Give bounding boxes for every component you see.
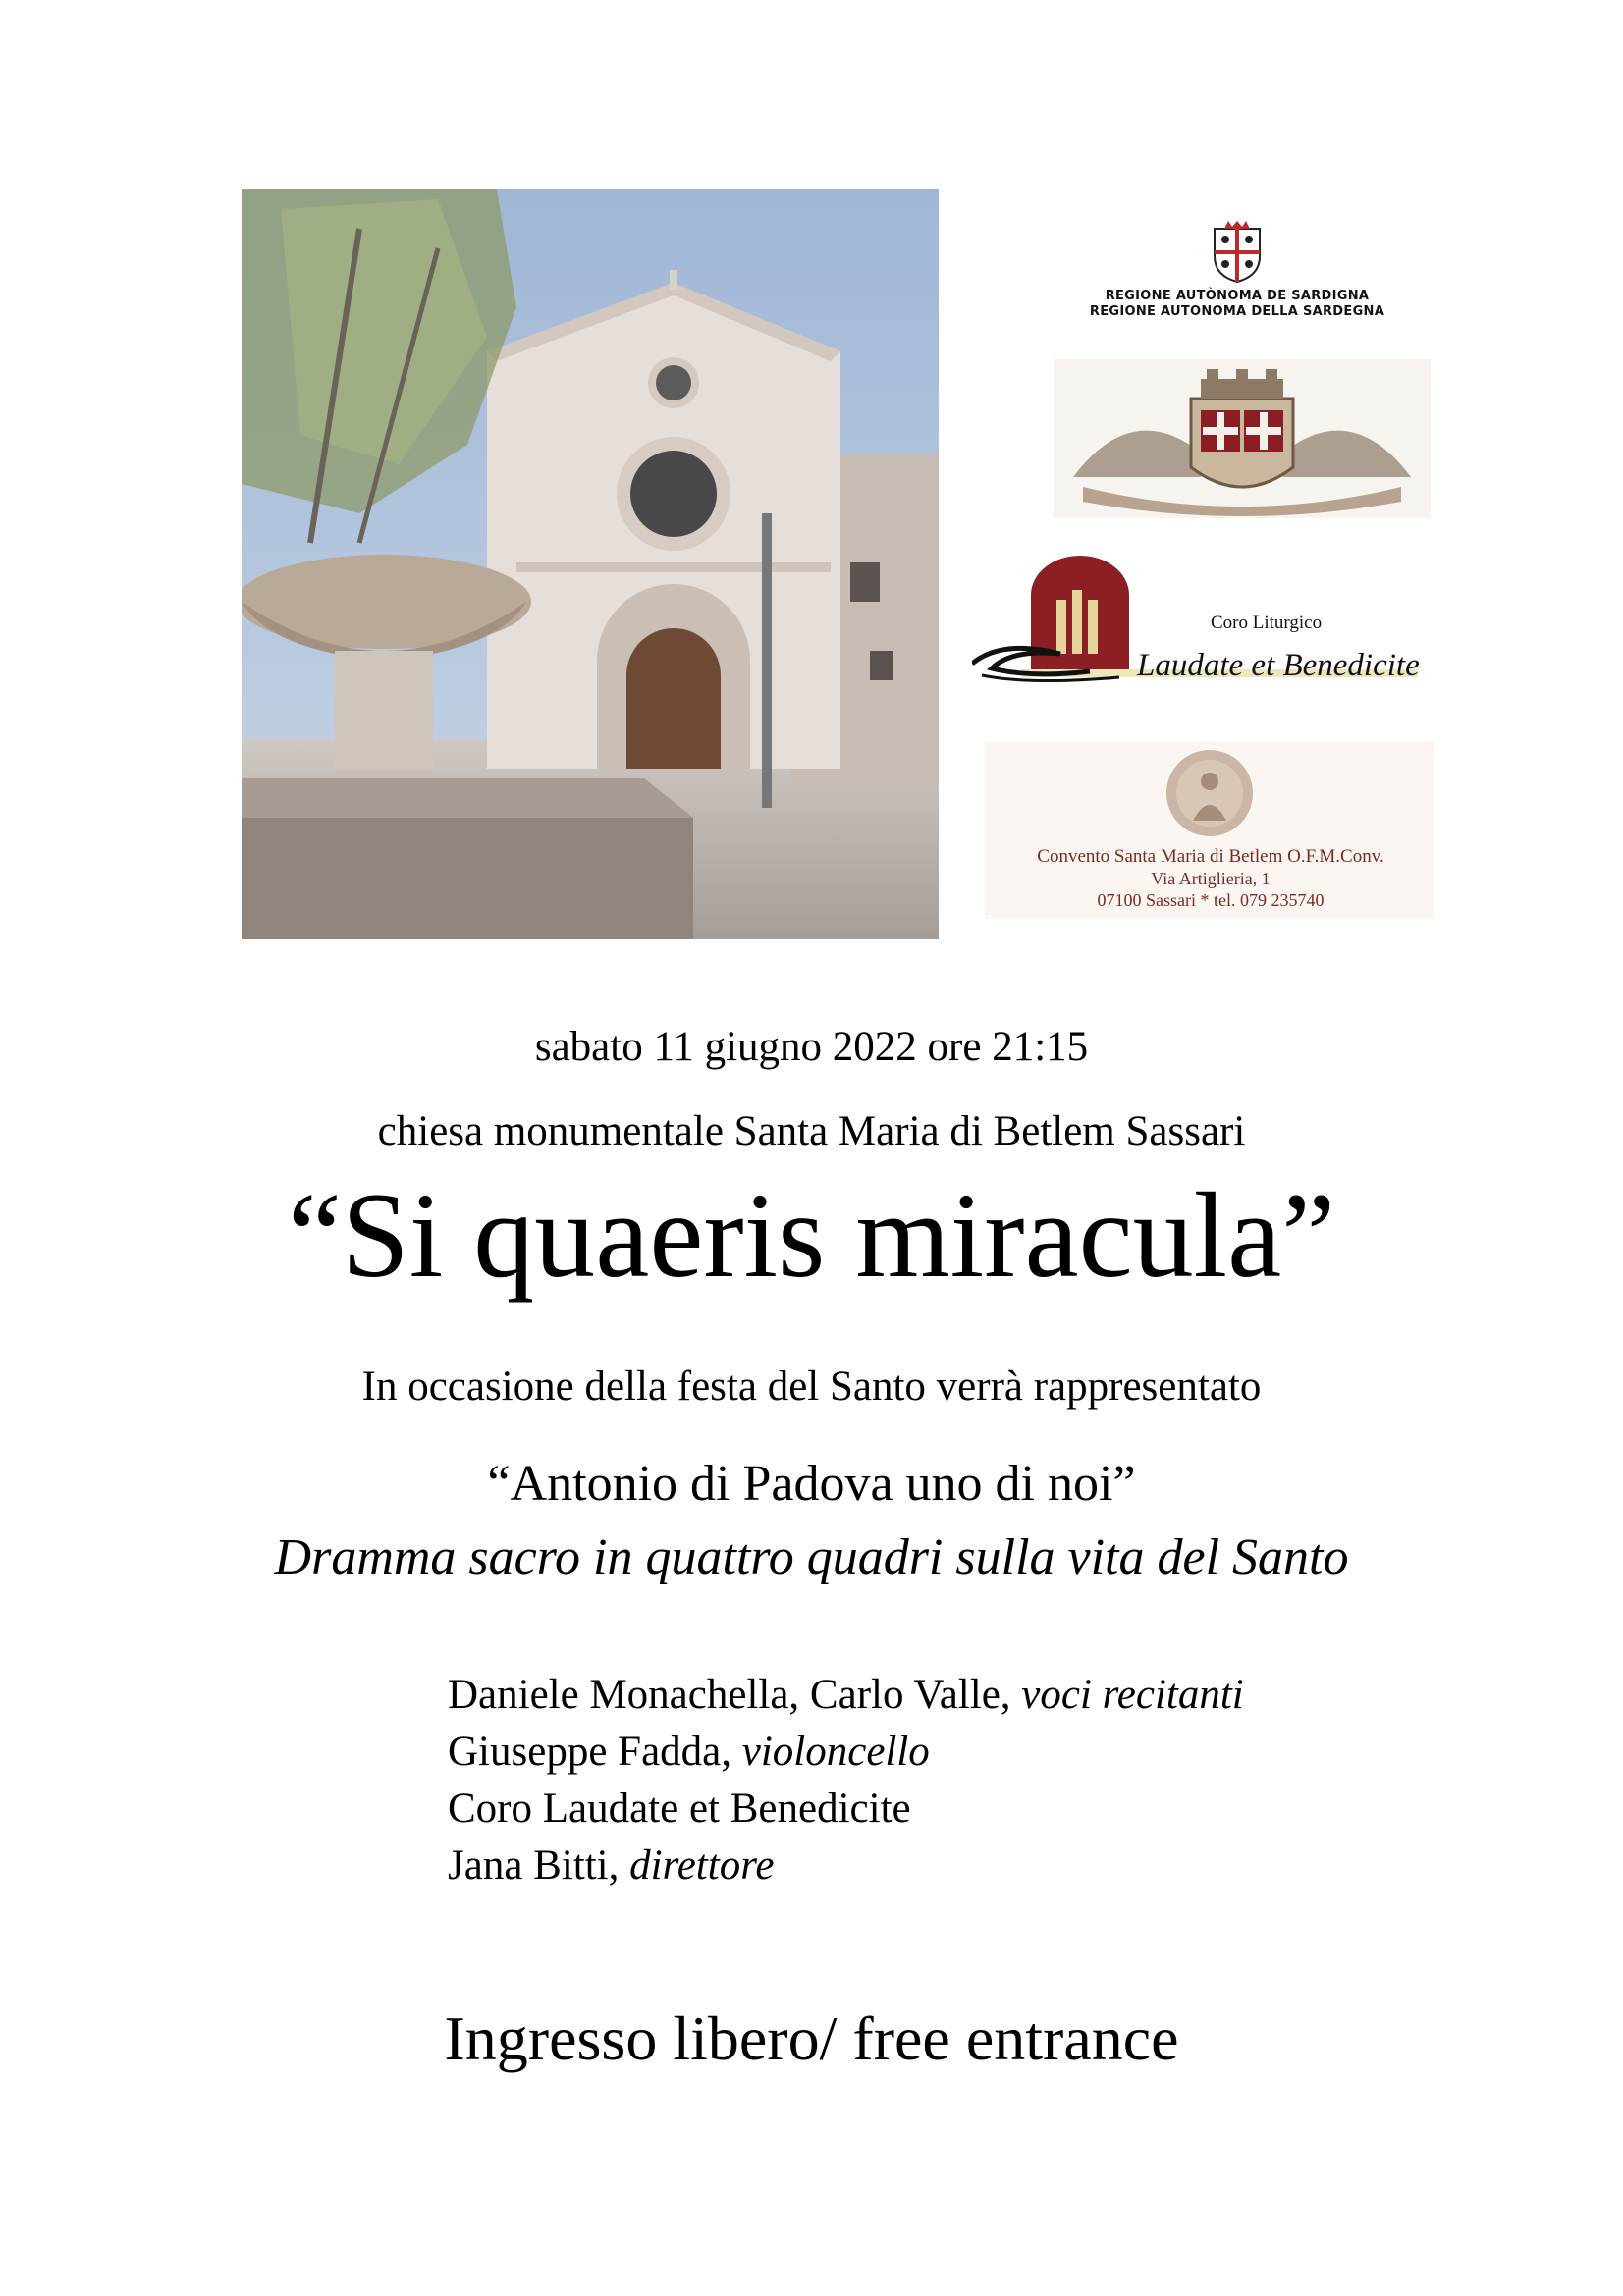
entrance-note: Ingresso libero/ free entrance (444, 2003, 1179, 2073)
sardinia-coat-of-arms-icon (1211, 221, 1264, 284)
coro-label: Coro Liturgico (1211, 613, 1323, 633)
convento-name: Convento Santa Maria di Betlem O.F.M.Conv. (1037, 846, 1384, 867)
credit-name: Coro Laudate et Benedicite (448, 1786, 911, 1832)
event-venue: chiesa monumentale Santa Maria di Betlem Sassari (377, 1108, 1246, 1154)
sassari-crest-logo (1054, 359, 1431, 518)
coro-name: Laudate et Benedicite (1137, 648, 1420, 683)
credit-line (448, 1667, 1244, 1724)
drama-title: “Antonio di Padova uno di noi” (487, 1456, 1136, 1512)
church-photo (242, 189, 939, 939)
credit-role: violoncello (741, 1729, 930, 1775)
credits-list (448, 1667, 1244, 1895)
event-occasion: In occasione della festa del Santo verrà rappresentato (361, 1363, 1262, 1410)
credit-line (448, 1838, 1244, 1895)
credit-name: Jana Bitti, (448, 1842, 630, 1889)
convento-contact: 07100 Sassari * tel. 079 235740 (1097, 890, 1325, 910)
credit-line (448, 1781, 1244, 1838)
event-date: sabato 11 giugno 2022 ore 21:15 (534, 1024, 1089, 1070)
convento-address: Via Artiglieria, 1 (1151, 869, 1271, 888)
region-name-italian: REGIONE AUTONOMA DELLA SARDEGNA (1089, 304, 1385, 319)
credit-line (448, 1724, 1244, 1781)
credit-role: voci recitanti (1021, 1672, 1244, 1718)
drama-subtitle: Dramma sacro in quattro quadri sulla vita del Santo (274, 1529, 1349, 1585)
credit-name: Giuseppe Fadda, (448, 1729, 742, 1775)
event-title: “Si quaeris miracula” (287, 1168, 1336, 1303)
credit-role: direttore (629, 1842, 775, 1889)
regione-sardegna-logo (1031, 221, 1443, 334)
credit-name: Daniele Monachella, Carlo Valle, (448, 1672, 1022, 1718)
region-name-sardinian: REGIONE AUTÒNOMA DE SARDIGNA (1105, 289, 1370, 303)
